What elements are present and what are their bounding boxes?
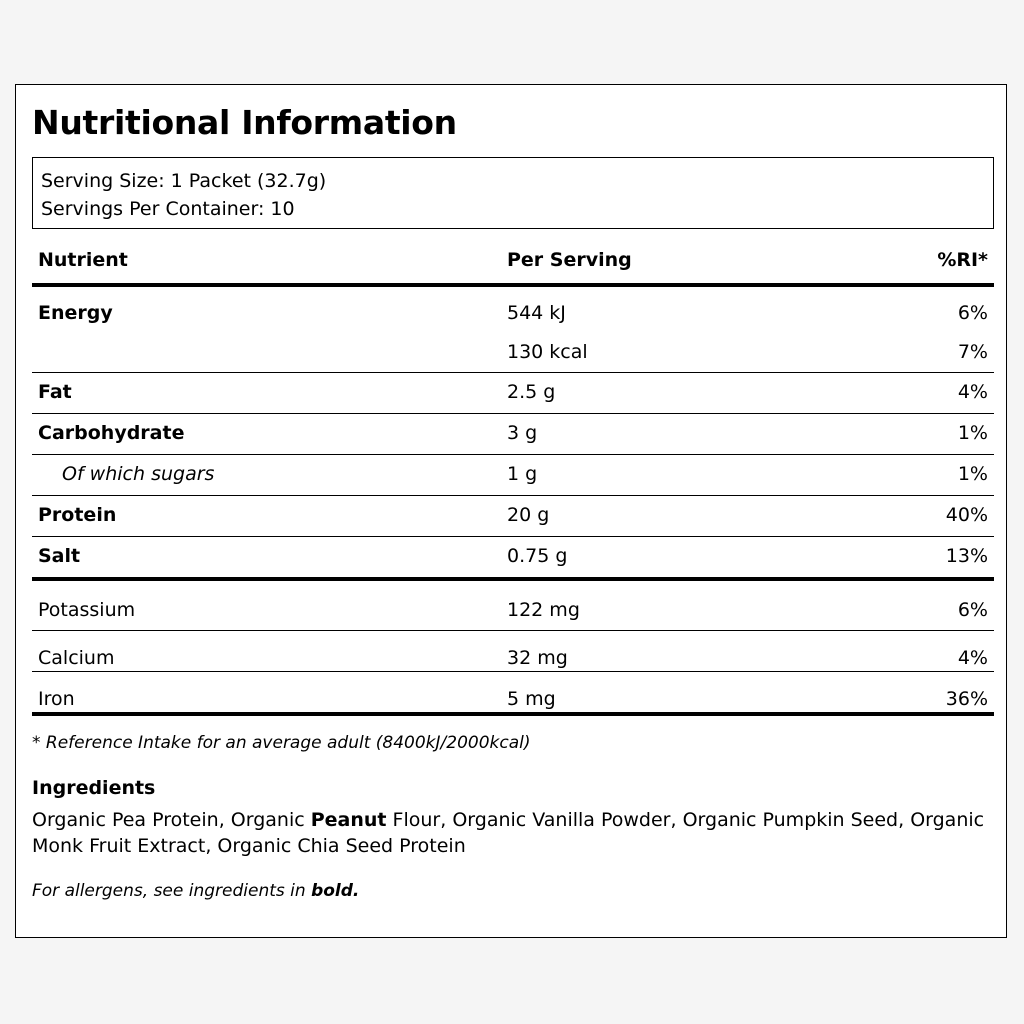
nutrient-label: Protein bbox=[38, 504, 117, 526]
table-header-row bbox=[32, 235, 994, 287]
mineral-label: Potassium bbox=[38, 599, 136, 621]
table-row-sugars bbox=[32, 455, 994, 496]
table-row-protein bbox=[32, 496, 994, 537]
allergen-note-text: For allergens, see ingredients in bbox=[32, 881, 312, 901]
nutrient-ri: 13% bbox=[945, 545, 988, 567]
mineral-ri: 4% bbox=[957, 647, 988, 669]
nutrient-label: Salt bbox=[38, 545, 81, 567]
nutrient-label: Carbohydrate bbox=[38, 422, 185, 444]
mineral-label: Iron bbox=[38, 688, 75, 710]
mineral-ri: 36% bbox=[945, 688, 988, 710]
mineral-amount: 32 mg bbox=[507, 647, 568, 669]
nutrient-amount: 2.5 g bbox=[507, 381, 556, 403]
energy-kj-ri: 6% bbox=[957, 302, 988, 324]
ingredients-text-after: Flour, Organic Vanilla Powder, Organic Pumpkin Seed, Organic Monk Fruit Extract, Organic Chia Seed Protein bbox=[32, 809, 985, 857]
table-row-calcium bbox=[32, 631, 994, 672]
table-row-carbohydrate bbox=[32, 414, 994, 455]
serving-size: Serving Size: 1 Packet (32.7g) bbox=[41, 170, 327, 192]
mineral-label: Calcium bbox=[38, 647, 115, 669]
energy-kcal-ri: 7% bbox=[957, 341, 988, 363]
nutrient-label: Energy bbox=[38, 302, 113, 324]
header-ri: %RI* bbox=[937, 249, 988, 271]
page-title: Nutritional Information bbox=[32, 103, 457, 142]
table-row-iron bbox=[32, 672, 994, 716]
nutrition-label-panel bbox=[15, 84, 1007, 938]
mineral-ri: 6% bbox=[957, 599, 988, 621]
nutrient-label: Fat bbox=[38, 381, 72, 403]
energy-kj-value: 544 kJ bbox=[507, 302, 566, 324]
nutrient-label: Of which sugars bbox=[62, 463, 215, 485]
nutrient-ri: 40% bbox=[945, 504, 988, 526]
table-row-potassium bbox=[32, 581, 994, 631]
nutrient-amount: 1 g bbox=[507, 463, 538, 485]
ingredients-list bbox=[32, 807, 992, 859]
ingredients-text-before: Organic Pea Protein, Organic bbox=[32, 809, 311, 831]
allergen-ingredient: Peanut bbox=[310, 809, 387, 831]
nutrient-amount: 3 g bbox=[507, 422, 538, 444]
allergen-note bbox=[32, 881, 359, 901]
mineral-amount: 5 mg bbox=[507, 688, 556, 710]
serving-info-box bbox=[32, 157, 994, 229]
reference-intake-footnote: * Reference Intake for an average adult (8400kJ/2000kcal) bbox=[32, 733, 531, 753]
nutrient-amount: 0.75 g bbox=[507, 545, 568, 567]
table-row-fat bbox=[32, 373, 994, 414]
table-row-salt bbox=[32, 537, 994, 581]
servings-per-container: Servings Per Container: 10 bbox=[41, 198, 295, 220]
nutrition-table bbox=[32, 235, 994, 716]
nutrient-ri: 1% bbox=[957, 422, 988, 444]
nutrient-amount: 20 g bbox=[507, 504, 550, 526]
energy-kcal-value: 130 kcal bbox=[507, 341, 588, 363]
header-nutrient: Nutrient bbox=[38, 249, 128, 271]
table-row-energy bbox=[32, 287, 994, 373]
ingredients-heading: Ingredients bbox=[32, 777, 156, 799]
nutrient-ri: 4% bbox=[957, 381, 988, 403]
header-per-serving: Per Serving bbox=[507, 249, 632, 271]
mineral-amount: 122 mg bbox=[507, 599, 580, 621]
nutrient-ri: 1% bbox=[957, 463, 988, 485]
allergen-note-bold: bold. bbox=[311, 881, 360, 901]
